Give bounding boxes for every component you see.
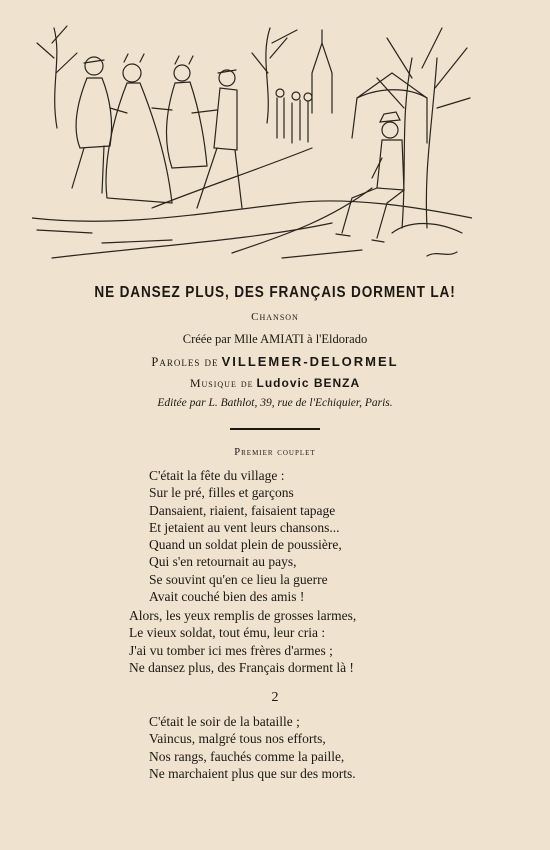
couplet-heading: Premier couplet <box>234 447 316 458</box>
verse-line: Quand un soldat plein de poussière, <box>149 537 342 553</box>
stanza-2 <box>149 713 356 782</box>
lyrics-credit <box>0 354 550 370</box>
verse-line: C'était la fête du village : <box>149 468 285 483</box>
verse-line: Se souvint qu'en ce lieu la guerre <box>149 571 328 587</box>
lyrics-prefix: Paroles de <box>151 355 219 369</box>
verse-line: J'ai vu tomber ici mes frères d'armes ; <box>129 642 333 658</box>
verse-line: Qui s'en retournait au pays, <box>149 554 297 570</box>
verse-line: Ne marchaient plus que sur des morts. <box>149 765 356 781</box>
divider-rule <box>230 428 320 430</box>
verse-line: Avait couché bien des amis ! <box>149 589 305 605</box>
publisher-credit: Editée par L. Bathlot, 39, rue de l'Echiquier, Paris. <box>157 397 393 409</box>
music-author: Ludovic BENZA <box>256 376 361 390</box>
verse-line: Nos rangs, fauchés comme la paille, <box>149 748 345 764</box>
verse-line: Alors, les yeux remplis de grosses larmes, <box>129 608 357 623</box>
verse-line: Et jetaient au vent leurs chansons... <box>149 519 340 535</box>
couplet-number: 2 <box>271 690 279 705</box>
song-genre: Chanson <box>251 311 299 323</box>
verse-line: Ne dansez plus, des Français dorment là ! <box>129 659 354 675</box>
verse-line: Vaincus, malgré tous nos efforts, <box>149 731 326 747</box>
verse-line: Sur le pré, filles et garçons <box>149 485 294 501</box>
village-dance-illustration <box>32 18 472 270</box>
verse-line: Dansaient, riaient, faisaient tapage <box>149 502 336 518</box>
song-title: NE DANSEZ PLUS, DES FRANÇAIS DORMENT LA! <box>94 284 456 301</box>
music-credit <box>0 376 550 391</box>
verse-line: Le vieux soldat, tout ému, leur cria : <box>129 625 326 641</box>
lyrics-author: VILLEMER-DELORMEL <box>221 354 399 369</box>
refrain <box>129 607 356 676</box>
creation-credit: Créée par Mlle AMIATI à l'Eldorado <box>182 332 368 346</box>
verse-line: C'était le soir de la bataille ; <box>149 714 300 729</box>
stanza-1 <box>149 467 342 605</box>
music-prefix: Musique de <box>189 376 254 390</box>
